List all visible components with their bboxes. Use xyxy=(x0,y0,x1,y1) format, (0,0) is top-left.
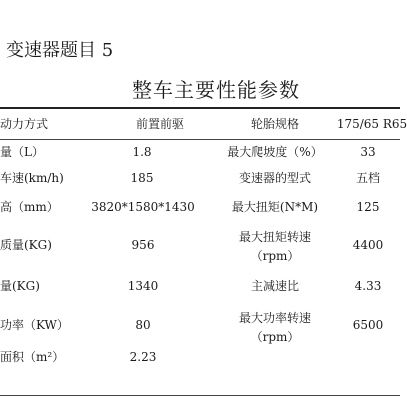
header-cell-1: 动力方式 xyxy=(0,117,49,131)
row6-label: 功率（KW） xyxy=(0,318,69,332)
table-title: 整车主要性能参数 xyxy=(132,78,300,102)
row7-label: 面积（m²） xyxy=(0,350,65,364)
row2-param: 变速器的型式 xyxy=(238,171,312,185)
row3-param: 最大扭矩(N*M) xyxy=(231,200,319,214)
row6-param: 最大功率转速 （rpm） xyxy=(238,311,312,344)
table-header-rule xyxy=(0,139,400,140)
row6-param-value: 6500 xyxy=(352,318,384,332)
row3-param-value: 125 xyxy=(356,200,380,214)
row2-value: 185 xyxy=(130,171,154,185)
row6-value: 80 xyxy=(135,318,151,332)
row5-value: 1340 xyxy=(127,279,159,293)
header-cell-3: 轮胎规格 xyxy=(250,117,300,131)
row1-value: 1.8 xyxy=(132,145,152,159)
table-bottom-rule xyxy=(0,395,400,396)
header-cell-4: 175/65 R65 xyxy=(336,117,407,131)
row1-param: 最大爬坡度（%） xyxy=(227,145,323,159)
row1-label: 量（L） xyxy=(0,145,44,159)
row7-value: 2.23 xyxy=(129,350,157,364)
row2-label: 车速(km/h) xyxy=(0,171,64,185)
row2-param-value: 五档 xyxy=(355,171,381,185)
row4-param-value: 4400 xyxy=(352,238,384,252)
table-top-rule xyxy=(0,107,400,109)
row3-value: 3820*1580*1430 xyxy=(91,200,195,214)
page-heading: 变速器题目 5 xyxy=(6,40,114,61)
row5-param-value: 4.33 xyxy=(354,279,382,293)
row1-param-value: 33 xyxy=(360,145,376,159)
row4-label: 质量(KG) xyxy=(0,238,52,252)
row5-param: 主减速比 xyxy=(250,279,300,293)
row5-label: 量(KG) xyxy=(0,279,40,293)
row4-param: 最大扭矩转速 （rpm） xyxy=(238,230,312,263)
row4-value: 956 xyxy=(131,238,155,252)
header-cell-2: 前置前驱 xyxy=(135,117,185,131)
row3-label: 高（mm） xyxy=(0,200,59,214)
